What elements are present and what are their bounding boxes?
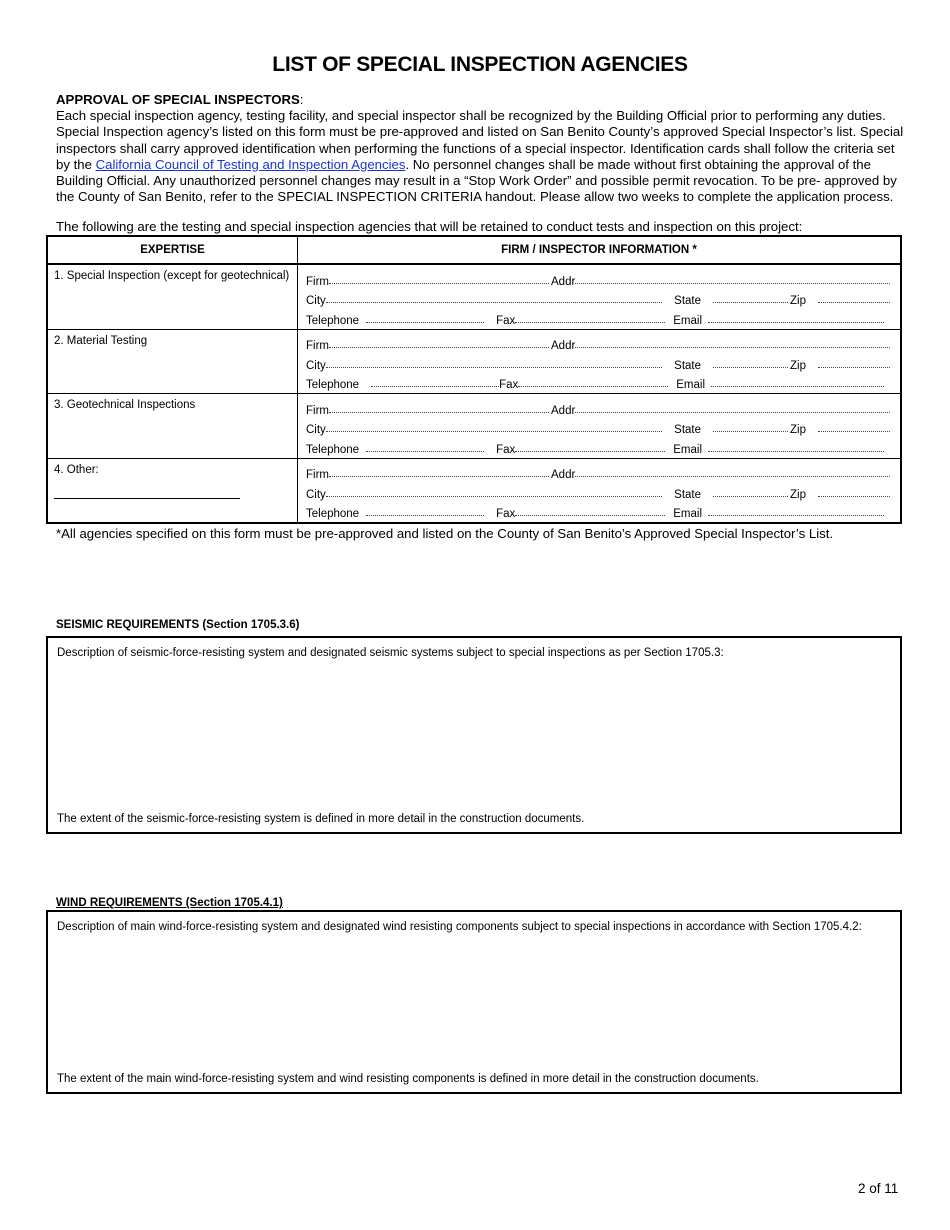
addr-label: Addr: [551, 275, 576, 288]
firm-info-header: FIRM / INSPECTOR INFORMATION *: [298, 236, 902, 264]
expertise-label: 1. Special Inspection (except for geotechnical): [54, 270, 290, 283]
zip-label: Zip: [790, 359, 806, 372]
firm-field[interactable]: [329, 283, 549, 284]
firm-info-cell: [298, 264, 902, 329]
approval-text-cont: . No personnel changes shall be made without first obtaining the approval of the Building Official. Any unauthorized personnel changes may result in a “Stop Work Order” and possible permit revocation. To be pre- approved by the County of San Benito, refer to the SPECIAL INSPECTION CRITERIA handout. Please allow two weeks to complete the application process.: [56, 156, 897, 205]
expertise-label: 2. Material Testing: [54, 334, 148, 347]
firm-info-cell: [298, 329, 902, 394]
city-label: City: [306, 424, 326, 437]
firm-addr-line: [306, 268, 892, 288]
firm-label: Firm: [306, 469, 329, 482]
fax-label: Fax: [496, 443, 516, 456]
table-row: [47, 458, 901, 523]
seismic-extent: The extent of the seismic-force-resisting system is defined in more detail in the construction documents.: [57, 813, 585, 826]
agencies-table: [46, 235, 902, 524]
telephone-field[interactable]: [366, 451, 484, 452]
firm-info-cell: [298, 458, 902, 523]
state-field[interactable]: [713, 302, 788, 303]
intro-text: The following are the testing and special inspection agencies that will be retained to conduct tests and inspection on this project:: [56, 219, 803, 235]
approval-text: Each special inspection agency, testing facility, and special inspector shall be recognized by the Building Official prior to performing any duties. Special Inspection agency’s listed on this form must be pre-approved and listed on San Benito County’s approved Special Inspector’s list. Special inspectors shall carry approved identification when performing the functions of a special inspector. Identification cards shall follow the criteria set by the: [56, 108, 904, 172]
firm-field[interactable]: [329, 347, 549, 348]
zip-label: Zip: [790, 424, 806, 437]
state-field[interactable]: [713, 431, 788, 432]
expertise-header: EXPERTISE: [47, 236, 298, 264]
zip-field[interactable]: [818, 431, 890, 432]
addr-field[interactable]: [575, 412, 890, 413]
table-row: [47, 264, 901, 329]
city-field[interactable]: [326, 431, 662, 432]
city-field[interactable]: [326, 302, 662, 303]
city-field[interactable]: [326, 496, 662, 497]
approval-section: APPROVAL OF SPECIAL INSPECTORS: Each special inspection agency, testing facility, and special inspector shall be recognized by the Building Official prior to performing any duties. Special Inspection agency’s listed on this form must be pre-approved and listed on San Benito County’s approved Special Inspector’s list. Special inspectors shall carry approved identification when performing the functions of a special inspector. Identification cards shall follow the criteria set by the California Council of Testing and Inspection Agencies. No personnel changes shall be made without first obtaining the approval of the Building Official. Any unauthorized personnel changes may result in a “Stop Work Order” and possible permit revocation. To be pre- approved by the County of San Benito, refer to the SPECIAL INSPECTION CRITERIA handout. Please allow two weeks to complete the application process.: [56, 92, 904, 205]
wind-extent: The extent of the main wind-force-resisting system and wind resisting components is defined in more detail in the construction documents.: [57, 1073, 759, 1086]
city-field[interactable]: [326, 367, 662, 368]
city-label: City: [306, 359, 326, 372]
email-field[interactable]: [708, 515, 884, 516]
phone-fax-email-line: [306, 307, 892, 327]
state-label: State: [674, 359, 702, 372]
addr-label: Addr: [551, 469, 576, 482]
firm-label: Firm: [306, 275, 329, 288]
firm-info-cell: [298, 394, 902, 459]
phone-fax-email-line: [306, 372, 892, 392]
city-state-zip-line: [306, 288, 892, 308]
phone-fax-email-line: [306, 501, 892, 521]
addr-field[interactable]: [575, 476, 890, 477]
table-row: [47, 329, 901, 394]
telephone-label: Telephone: [306, 443, 360, 456]
table-row: [47, 394, 901, 459]
wind-description: Description of main wind-force-resisting system and designated wind resisting components subject to special inspections in accordance with Section 1705.4.2:: [57, 921, 862, 934]
email-label: Email: [673, 443, 703, 456]
addr-label: Addr: [551, 340, 576, 353]
fax-label: Fax: [496, 508, 516, 521]
zip-label: Zip: [790, 488, 806, 501]
expertise-label: 3. Geotechnical Inspections: [54, 399, 196, 412]
state-label: State: [674, 295, 702, 308]
email-field[interactable]: [708, 322, 884, 323]
telephone-label: Telephone: [306, 508, 360, 521]
page-title: LIST OF SPECIAL INSPECTION AGENCIES: [272, 53, 688, 76]
city-state-zip-line: [306, 417, 892, 437]
fax-label: Fax: [496, 314, 516, 327]
email-field[interactable]: [711, 386, 884, 387]
phone-fax-email-line: [306, 436, 892, 456]
other-input-line[interactable]: [54, 498, 240, 499]
city-state-zip-line: [306, 352, 892, 372]
wind-heading: WIND REQUIREMENTS (Section 1705.4.1): [56, 897, 283, 910]
fax-field[interactable]: [515, 451, 665, 452]
firm-addr-line: [306, 397, 892, 417]
email-label: Email: [673, 508, 703, 521]
expertise-cell: [47, 394, 298, 459]
expertise-cell: [47, 458, 298, 523]
telephone-field[interactable]: [366, 322, 484, 323]
expertise-cell: [47, 329, 298, 394]
approval-heading: APPROVAL OF SPECIAL INSPECTORS: [56, 92, 300, 107]
firm-label: Firm: [306, 340, 329, 353]
addr-field[interactable]: [575, 283, 890, 284]
state-label: State: [674, 424, 702, 437]
email-field[interactable]: [708, 451, 884, 452]
state-field[interactable]: [713, 367, 788, 368]
state-field[interactable]: [713, 496, 788, 497]
city-state-zip-line: [306, 481, 892, 501]
firm-label: Firm: [306, 404, 329, 417]
firm-addr-line: [306, 462, 892, 482]
footnote: *All agencies specified on this form must be pre-approved and listed on the County of San Benito’s Approved Special Inspector’s List.: [56, 526, 834, 542]
fax-field[interactable]: [518, 386, 668, 387]
page-content: [0, 52, 950, 1094]
city-label: City: [306, 488, 326, 501]
zip-label: Zip: [790, 295, 806, 308]
telephone-label: Telephone: [306, 379, 360, 392]
addr-label: Addr: [551, 404, 576, 417]
seismic-heading: SEISMIC REQUIREMENTS (Section 1705.3.6): [56, 619, 300, 632]
table-header: [47, 236, 901, 264]
expertise-label: 4. Other:: [54, 463, 99, 476]
firm-field[interactable]: [329, 412, 549, 413]
zip-field[interactable]: [818, 302, 890, 303]
email-label: Email: [673, 314, 703, 327]
fax-field[interactable]: [515, 322, 665, 323]
addr-field[interactable]: [575, 347, 890, 348]
seismic-box[interactable]: [46, 636, 902, 834]
telephone-field[interactable]: [371, 386, 499, 387]
firm-addr-line: [306, 333, 892, 353]
state-label: State: [674, 488, 702, 501]
page-number: 2 of 11: [858, 1181, 899, 1196]
fax-field[interactable]: [515, 515, 665, 516]
expertise-cell: [47, 264, 298, 329]
city-label: City: [306, 295, 326, 308]
cccti-link[interactable]: California Council of Testing and Inspection Agencies: [95, 156, 406, 172]
zip-field[interactable]: [818, 367, 890, 368]
zip-field[interactable]: [818, 496, 890, 497]
telephone-label: Telephone: [306, 314, 360, 327]
wind-box[interactable]: [46, 910, 902, 1094]
fax-label: Fax: [499, 379, 519, 392]
seismic-description: Description of seismic-force-resisting system and designated seismic systems subject to special inspections as per Section 1705.3:: [57, 647, 724, 660]
email-label: Email: [676, 379, 706, 392]
firm-field[interactable]: [329, 476, 549, 477]
telephone-field[interactable]: [366, 515, 484, 516]
